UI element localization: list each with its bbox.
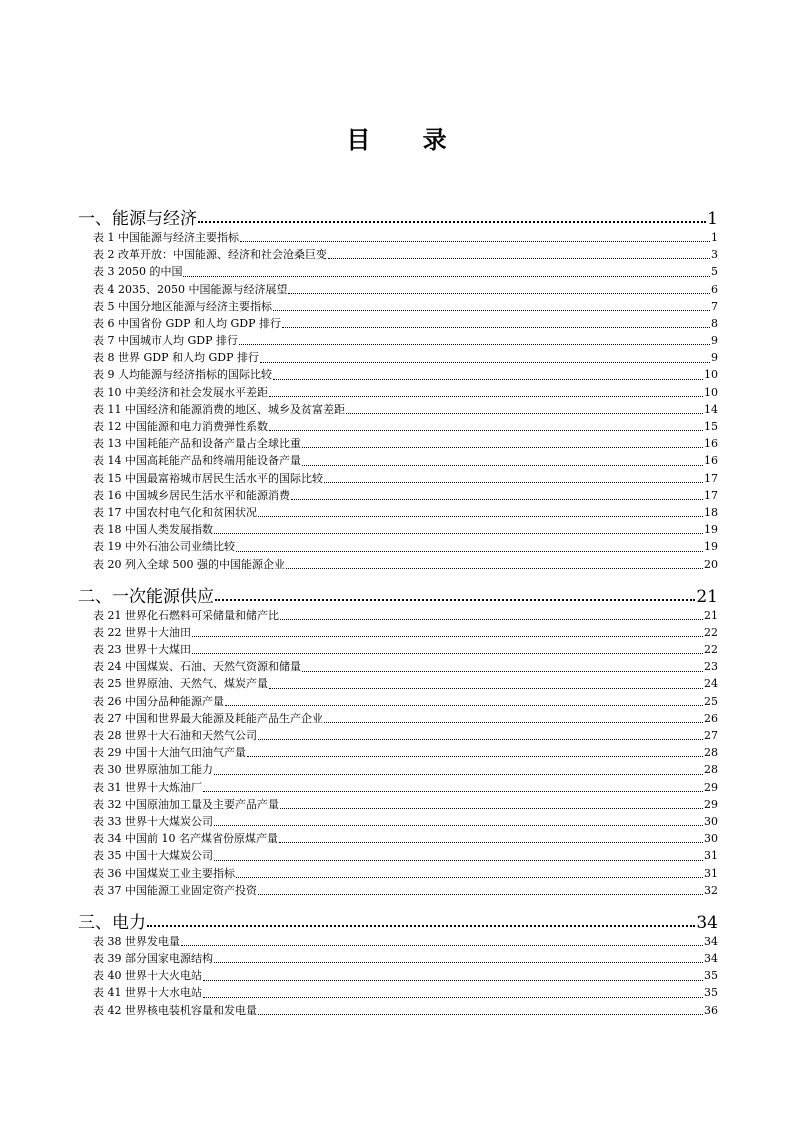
toc-entry-page-number: 3 [711,248,718,262]
toc-entry-page-number: 36 [704,1003,718,1017]
toc-entry-page-number: 22 [704,643,718,657]
toc-entry-page-number: 18 [704,505,718,519]
toc-entry-page-number: 15 [704,420,718,434]
toc-entry-page-number: 17 [704,488,718,502]
toc-entry-page-number: 19 [704,523,718,537]
toc-entry[interactable] [93,727,718,744]
dot-leader [324,722,703,723]
dot-leader [328,258,710,259]
toc-entry-label: 表 39 部分国家电源结构 [93,952,213,966]
toc-entry-page-number: 35 [704,969,718,983]
dot-leader [203,997,703,998]
toc-entry-page-number: 14 [704,402,718,416]
dot-leader [215,599,695,601]
toc-entry[interactable] [93,435,718,452]
toc-entry-label: 表 38 世界发电量 [93,934,180,948]
toc-entry-label: 表 25 世界原油、天然气、煤炭产量 [93,677,268,691]
section-heading-page-number: 1 [707,209,718,229]
toc-entry[interactable] [93,847,718,864]
toc-entry[interactable] [93,298,718,315]
toc-entry[interactable] [93,418,718,435]
toc-entry-label: 表 7 中国城市人均 GDP 排行 [93,334,238,348]
dot-leader [302,671,703,672]
toc-entry-page-number: 34 [704,952,718,966]
toc-entry[interactable] [93,796,718,813]
toc-entry-label: 表 6 中国省份 GDP 和人均 GDP 排行 [93,316,281,330]
toc-section [78,199,718,573]
toc-entry[interactable] [93,504,718,521]
toc-entry-label: 表 36 中国煤炭工业主要指标 [93,866,235,880]
toc-entry-label: 表 27 中国和世界最大能源及耗能产品生产企业 [93,711,323,725]
toc-entry-label: 表 1 中国能源与经济主要指标 [93,230,239,244]
toc-entry-label: 表 2 改革开放：中国能源、经济和社会沧桑巨变 [93,248,327,262]
toc-entry-page-number: 1 [711,230,718,244]
dot-leader [258,894,703,895]
dot-leader [198,221,706,223]
table-of-contents [78,199,718,1019]
toc-entry[interactable] [93,830,718,847]
dot-leader [273,310,710,311]
dot-leader [286,568,703,569]
dot-leader [280,808,703,809]
toc-entry[interactable] [93,950,718,967]
toc-entry-label: 表 42 世界核电装机容量和发电量 [93,1003,257,1017]
toc-entry-label: 表 19 中外石油公司业绩比较 [93,540,235,554]
toc-entry-label: 表 26 中国分品种能源产量 [93,694,224,708]
toc-entry[interactable] [93,607,718,624]
section-heading-label: 三、电力 [78,912,146,933]
dot-leader [240,241,710,242]
dot-leader [282,327,710,328]
toc-entry-page-number: 28 [704,763,718,777]
toc-entry-page-number: 7 [711,299,718,313]
toc-entry[interactable] [93,693,718,710]
toc-entry-label: 表 22 世界十大油田 [93,625,191,639]
toc-entry-label: 表 33 世界十大煤炭公司 [93,814,213,828]
toc-entry-label: 表 31 世界十大炼油厂 [93,780,202,794]
dot-leader [258,739,703,740]
toc-entry[interactable] [93,470,718,487]
toc-entry-page-number: 19 [704,540,718,554]
toc-entry-label: 表 40 世界十大火电站 [93,969,202,983]
toc-entry[interactable] [93,332,718,349]
toc-entry-label: 表 37 中国能源工业固定资产投资 [93,883,257,897]
toc-entry[interactable] [93,865,718,882]
toc-entry-label: 表 34 中国前 10 名产煤省份原煤产量 [93,832,278,846]
dot-leader [273,379,703,380]
toc-entry-label: 表 29 中国十大油气田油气产量 [93,746,246,760]
toc-entry[interactable] [93,367,718,384]
toc-entry-list [78,933,718,1019]
toc-entry[interactable] [93,315,718,332]
dot-leader [288,293,710,294]
dot-leader [247,756,703,757]
toc-entry[interactable] [93,452,718,469]
dot-leader [302,465,703,466]
toc-entry-label: 表 13 中国耗能产品和设备产量占全球比重 [93,437,301,451]
dot-leader [258,516,703,517]
toc-entry[interactable] [93,882,718,899]
toc-entry-page-number: 30 [704,832,718,846]
toc-entry-list [78,229,718,573]
toc-entry-page-number: 16 [704,454,718,468]
dot-leader [260,362,710,363]
toc-entry-label: 表 11 中国经济和能源消费的地区、城乡及贫富差距 [93,402,345,416]
dot-leader [147,925,695,927]
toc-entry[interactable] [93,676,718,693]
toc-entry[interactable] [93,281,718,298]
dot-leader [324,482,703,483]
toc-entry-label: 表 24 中国煤炭、石油、天然气资源和储量 [93,660,301,674]
toc-entry-label: 表 20 列入全球 500 强的中国能源企业 [93,557,285,571]
toc-entry-page-number: 23 [704,660,718,674]
section-heading[interactable] [78,199,718,229]
toc-entry-page-number: 24 [704,677,718,691]
toc-entry-label: 表 3 2050 的中国 [93,265,183,279]
toc-entry-page-number: 28 [704,746,718,760]
toc-entry[interactable] [93,1002,718,1019]
toc-entry-label: 表 12 中国能源和电力消费弹性系数 [93,420,268,434]
toc-entry-label: 表 23 世界十大煤田 [93,643,191,657]
dot-leader [258,1014,703,1015]
toc-entry-page-number: 17 [704,471,718,485]
page-title: 目 录 [346,126,469,154]
toc-entry-page-number: 9 [711,334,718,348]
toc-entry[interactable] [93,710,718,727]
toc-entry[interactable] [93,229,718,246]
section-heading-label: 二、一次能源供应 [78,586,214,607]
dot-leader [214,962,703,963]
toc-entry-page-number: 29 [704,780,718,794]
dot-leader [214,774,703,775]
toc-entry-label: 表 15 中国最富裕城市居民生活水平的国际比较 [93,471,323,485]
toc-section [78,903,718,1019]
toc-entry[interactable] [93,246,718,263]
section-heading-label: 一、能源与经济 [78,209,197,229]
toc-entry-page-number: 20 [704,557,718,571]
toc-entry-page-number: 35 [704,986,718,1000]
toc-section [78,577,718,899]
toc-entry[interactable] [93,556,718,573]
toc-entry-label: 表 30 世界原油加工能力 [93,763,213,777]
section-heading[interactable] [78,903,718,933]
toc-entry-label: 表 32 中国原油加工量及主要产品产量 [93,797,279,811]
toc-entry[interactable] [93,384,718,401]
toc-entry[interactable] [93,538,718,555]
toc-entry-page-number: 10 [704,385,718,399]
toc-entry[interactable] [93,658,718,675]
toc-entry-label: 表 28 世界十大石油和天然气公司 [93,729,257,743]
toc-entry-label: 表 41 世界十大水电站 [93,986,202,1000]
toc-entry-page-number: 10 [704,368,718,382]
dot-leader [183,276,710,277]
toc-entry-label: 表 21 世界化石燃料可采储量和储产比 [93,608,279,622]
dot-leader [269,688,703,689]
toc-entry-page-number: 8 [711,316,718,330]
toc-entry[interactable] [93,641,718,658]
toc-entry-page-number: 16 [704,437,718,451]
dot-leader [291,499,703,500]
toc-entry-page-number: 34 [704,934,718,948]
dot-leader [280,619,703,620]
toc-entry-page-number: 30 [704,814,718,828]
toc-entry[interactable] [93,985,718,1002]
toc-entry-label: 表 5 中国分地区能源与经济主要指标 [93,299,272,313]
toc-entry-page-number: 26 [704,711,718,725]
dot-leader [192,636,703,637]
dot-leader [236,877,703,878]
toc-entry-label: 表 16 中国城乡居民生活水平和能源消费 [93,488,290,502]
toc-entry-page-number: 31 [704,866,718,880]
dot-leader [302,447,703,448]
section-heading-page-number: 34 [696,912,718,933]
toc-entry[interactable] [93,967,718,984]
toc-entry-page-number: 21 [704,608,718,622]
toc-entry-list [78,607,718,899]
toc-entry[interactable] [93,744,718,761]
dot-leader [192,653,703,654]
dot-leader [214,533,703,534]
toc-entry-page-number: 22 [704,625,718,639]
toc-entry[interactable] [93,624,718,641]
dot-leader [225,705,703,706]
toc-entry-label: 表 10 中美经济和社会发展水平差距 [93,385,268,399]
toc-entry[interactable] [93,761,718,778]
dot-leader [269,430,703,431]
toc-entry[interactable] [93,521,718,538]
toc-entry[interactable] [93,349,718,366]
dot-leader [181,945,703,946]
dot-leader [346,413,703,414]
toc-entry[interactable] [93,813,718,830]
toc-entry-label: 表 18 中国人类发展指数 [93,523,213,537]
toc-entry[interactable] [93,263,718,280]
dot-leader [236,551,703,552]
toc-entry-page-number: 32 [704,883,718,897]
toc-entry[interactable] [93,933,718,950]
section-heading[interactable] [78,577,718,607]
dot-leader [279,842,703,843]
dot-leader [269,396,703,397]
toc-entry-page-number: 31 [704,849,718,863]
toc-entry[interactable] [93,779,718,796]
dot-leader [203,791,703,792]
dot-leader [239,344,710,345]
toc-entry-page-number: 25 [704,694,718,708]
toc-entry-page-number: 29 [704,797,718,811]
toc-entry-label: 表 8 世界 GDP 和人均 GDP 排行 [93,351,259,365]
dot-leader [214,825,703,826]
toc-entry-page-number: 9 [711,351,718,365]
dot-leader [203,980,703,981]
section-heading-page-number: 21 [696,586,718,607]
toc-entry[interactable] [93,487,718,504]
toc-entry-label: 表 35 中国十大煤炭公司 [93,849,213,863]
toc-entry-page-number: 5 [711,265,718,279]
toc-entry[interactable] [93,401,718,418]
toc-entry-page-number: 6 [711,282,718,296]
toc-entry-label: 表 14 中国高耗能产品和终端用能设备产量 [93,454,301,468]
toc-entry-label: 表 4 2035、2050 中国能源与经济展望 [93,282,288,296]
toc-entry-label: 表 17 中国农村电气化和贫困状况 [93,505,257,519]
dot-leader [214,860,703,861]
toc-entry-label: 表 9 人均能源与经济指标的国际比较 [93,368,272,382]
toc-entry-page-number: 27 [704,729,718,743]
